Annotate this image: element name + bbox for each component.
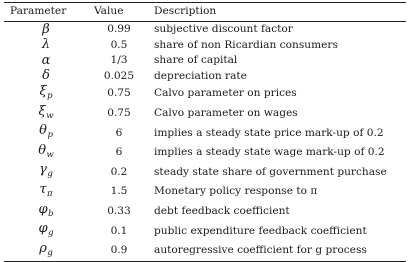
table-row [4, 53, 406, 69]
value-cell: 6 [115, 146, 123, 159]
parameter-table [4, 2, 406, 262]
description-cell: share of capital [154, 54, 238, 67]
table-row [4, 241, 406, 262]
parameter-subscript: w [46, 149, 54, 160]
description-cell: steady state share of government purchase [154, 165, 387, 178]
description-cell: Monetary policy response to π [154, 185, 318, 198]
value-cell: 0.33 [107, 205, 131, 218]
parameter-cell [4, 53, 88, 69]
parameter-subscript: w [46, 110, 54, 121]
parameter-symbol: θ [38, 142, 47, 158]
description-cell: debt feedback coefficient [154, 205, 290, 218]
value-cell: 0.75 [107, 107, 131, 120]
parameter-subscript: g [47, 247, 53, 258]
header-value: Value [88, 3, 150, 22]
parameter-subscript: p [47, 90, 53, 101]
parameter-symbol: β [42, 21, 50, 37]
value-cell: 0.99 [107, 23, 131, 36]
table-body [4, 21, 406, 262]
table-row [4, 37, 406, 53]
parameter-cell [4, 21, 88, 37]
value-cell: 1/3 [110, 54, 128, 67]
parameter-subscript: g [47, 169, 53, 180]
description-cell: depreciation rate [154, 69, 247, 82]
description-cell: implies a steady state wage mark-up of 0.2 [154, 146, 385, 159]
parameter-symbol: ξ [39, 83, 47, 99]
description-cell: public expenditure feedback coefficient [154, 224, 367, 237]
table-row [4, 84, 406, 104]
table-row [4, 21, 406, 37]
value-cell: 0.5 [110, 38, 128, 51]
value-cell: 0.1 [110, 224, 128, 237]
description-cell: Calvo parameter on prices [154, 87, 297, 100]
parameter-cell [4, 241, 88, 262]
parameter-cell [4, 104, 88, 124]
parameter-symbol: τ [39, 181, 47, 197]
parameter-cell [4, 123, 88, 143]
table-row [4, 221, 406, 241]
parameter-symbol: α [41, 52, 51, 68]
parameter-symbol: θ [39, 123, 47, 139]
description-cell: subjective discount factor [154, 23, 293, 36]
description-cell: implies a steady state price mark-up of 0.2 [154, 126, 384, 139]
parameter-cell [4, 202, 88, 222]
parameter-cell [4, 84, 88, 104]
value-cell: 0.025 [103, 69, 135, 82]
parameter-subscript: g [48, 228, 54, 239]
table-row [4, 202, 406, 222]
table-row [4, 162, 406, 182]
description-cell: Calvo parameter on wages [154, 107, 298, 120]
parameter-subscript: π [47, 188, 53, 199]
table-row [4, 123, 406, 143]
description-cell: share of non Ricardian consumers [154, 38, 338, 51]
parameter-cell [4, 162, 88, 182]
table-row [4, 68, 406, 84]
parameter-symbol: γ [39, 162, 47, 178]
value-cell: 6 [115, 126, 123, 139]
parameter-cell [4, 37, 88, 53]
parameter-cell [4, 182, 88, 202]
table-row [4, 104, 406, 124]
parameter-symbol: φ [38, 201, 48, 217]
parameter-cell [4, 68, 88, 84]
parameter-symbol: δ [42, 68, 50, 84]
parameter-symbol: ξ [38, 103, 46, 119]
header-parameter: Parameter [4, 3, 88, 22]
value-cell: 0.9 [88, 241, 150, 262]
parameter-symbol: φ [38, 221, 48, 237]
header-description: Description [150, 3, 406, 22]
parameter-symbol: ρ [39, 240, 47, 256]
value-cell: 1.5 [110, 185, 128, 198]
value-cell: 0.2 [110, 165, 128, 178]
value-cell: 0.75 [107, 87, 131, 100]
parameter-symbol: λ [41, 37, 51, 53]
table-header-row [4, 3, 406, 22]
description-cell: autoregressive coefficient for g process [150, 241, 406, 262]
parameter-cell [4, 143, 88, 163]
table-row [4, 143, 406, 163]
parameter-subscript: b [48, 208, 54, 219]
parameter-cell [4, 221, 88, 241]
table-row [4, 182, 406, 202]
parameter-subscript: p [47, 130, 53, 141]
